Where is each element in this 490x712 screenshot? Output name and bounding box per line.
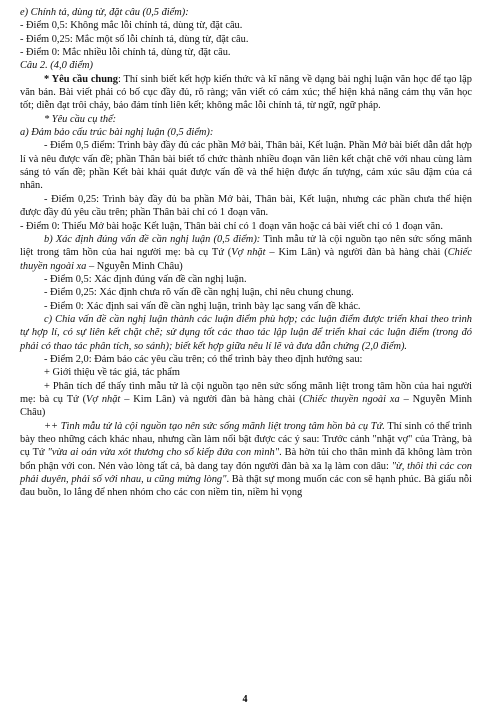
specific-requirements-heading: * Yêu cầu cụ thể: [44, 113, 117, 125]
body-text: . Bà thật sự mong muốn các con sẽ hạnh phúc. Bà giấu nỗi đau buồn, lo lắng để nhen nhóm cho các con niềm tin, niềm hi vọng [20, 474, 473, 499]
sub-point-heading: ++ Tình mẫu tử là cội nguồn tạo nên sức sống mãnh liệt trong tâm hồn bà cụ Tứ. [44, 420, 385, 432]
body-text: Tình mẫu tử là cội nguồn tạo nên sức sống mãnh liệt trong tâm hồn của hai người mẹ: bà cụ Tứ ( [20, 233, 472, 259]
section-heading-c: c) Chia vấn đề cần nghị luận thành các luận điểm phù hợp; các luận điểm được triển khai theo trình tự hợp lí, có sự liên kết chặt chẽ; sử dụng tốt các thao tác lập luận để triển khai các luận điểm (trong đó phải có thao tác phân tích, so sánh); biết kết hợp giữa nêu lí lẽ và đưa dẫn chứng (2,0 điểm). [20, 313, 472, 352]
score-line: - Điểm 0,25: Mắc một số lỗi chính tả, dùng từ, đặt câu. [20, 33, 249, 45]
score-line: - Điểm 0,5: Không mắc lỗi chính tả, dùng từ, đặt câu. [20, 20, 243, 32]
work-title: Chiếc thuyền ngoài xa [20, 247, 472, 272]
score-paragraph: - Điểm 0,5 điểm: Trình bày đầy đủ các phần Mở bài, Thân bài, Kết luận. Phần Mở bài biết dẫn dắt hợp lí và nêu được vấn đề; phần Thân bài biết tổ chức thành nhiều đoạn văn liên kết chặt chẽ với nhau cùng làm sáng tỏ vấn đề; phần Kết bài khái quát được vấn đề và thể hiện được ấn tượng, cảm xúc sâu đậm của cá nhân. [20, 140, 472, 192]
general-requirements-label: * Yêu cầu chung [44, 73, 118, 85]
body-text: – Nguyễn Minh Châu) [20, 393, 472, 419]
outline-item: + Giới thiệu về tác giả, tác phẩm [44, 367, 180, 379]
section-heading-a: a) Đảm bảo cấu trúc bài nghị luận (0,5 điểm): [20, 127, 214, 139]
score-line: - Điểm 0,25: Xác định chưa rõ vấn đề cần nghị luận, chỉ nêu chung chung. [44, 287, 354, 299]
section-b-paragraph [20, 233, 472, 273]
general-requirements [20, 73, 472, 113]
score-paragraph: - Điểm 0: Thiếu Mở bài hoặc Kết luận, Thân bài chỉ có 1 đoạn văn hoặc cả bài viết chỉ có 1 đoạn văn. [20, 220, 443, 232]
general-requirements-text: : Thí sinh biết kết hợp kiến thức và kĩ năng về dạng bài nghị luận văn học để tạo lập văn bản. Bài viết phải có bố cục đầy đủ, rõ ràng; văn viết có cảm xúc; thể hiện khả năng cảm thụ văn học tốt; diễn đạt trôi chảy, bảo đảm tính liên kết; không mắc lỗi chính tả, từ ngữ, ngữ pháp. [20, 73, 472, 112]
body-text: – Kim Lân) và người đàn bà hàng chài ( [120, 393, 303, 405]
body-text: – Kim Lân) và người đàn bà hàng chài ( [265, 247, 448, 259]
score-line: - Điểm 0: Mắc nhiều lỗi chính tả, dùng từ, đặt câu. [20, 47, 231, 59]
page-number: 4 [242, 694, 248, 705]
question-heading: Câu 2. (4,0 điểm) [20, 60, 94, 72]
analysis-paragraph [20, 420, 472, 500]
work-title: Chiếc thuyền ngoài xa [302, 393, 400, 405]
outline-item [20, 380, 472, 420]
quotation: "vừa ai oán vừa xót thương cho số kiếp đứa con mình" [47, 447, 280, 459]
section-heading-e: e) Chính tả, dùng từ, đặt câu (0,5 điểm): [20, 7, 189, 18]
body-text: + Phân tích để thấy tình mẫu tử là cội nguồn tạo nên sức sống mãnh liệt trong tâm hồn của hai người mẹ: bà cụ Tứ ( [20, 380, 472, 405]
work-title: Vợ nhặt [231, 247, 266, 259]
score-paragraph: - Điểm 0,25: Trình bày đầy đủ ba phần Mở bài, Thân bài, Kết luận, nhưng các phần chưa thể hiện được đầy đủ yêu cầu trên; phần Thân bài chỉ có 1 đoạn văn. [20, 193, 472, 219]
body-text: . Bà hờn tủi cho thân mình đã không làm tròn bổn phận với con. Nén vào lòng tất cả, bà dang tay đón người đàn bà xa lạ làm con dâu: [20, 447, 473, 472]
work-title: Vợ nhặt [86, 393, 121, 405]
score-line: - Điểm 0,5: Xác định đúng vấn đề cần nghị luận. [44, 273, 247, 285]
score-line: - Điểm 2,0: Đảm bảo các yêu cầu trên; có thể trình bày theo định hướng sau: [44, 353, 363, 365]
quotation: "ừ, thôi thì các con phải duyên, phải số với nhau, u cũng mừng lòng" [20, 460, 472, 486]
section-heading-b: b) Xác định đúng vấn đề cần nghị luận (0,5 điểm): [44, 233, 261, 245]
body-text: Thí sinh có thể trình bày theo những cách khác nhau, nhưng cần làm nổi bật được các ý sau: Trước cảnh "nhặt vợ" của Tràng, bà cụ Tứ [20, 420, 472, 459]
body-text: – Nguyễn Minh Châu) [86, 260, 183, 272]
score-line: - Điểm 0: Xác định sai vấn đề cần nghị luận, trình bày lạc sang vấn đề khác. [44, 300, 361, 312]
